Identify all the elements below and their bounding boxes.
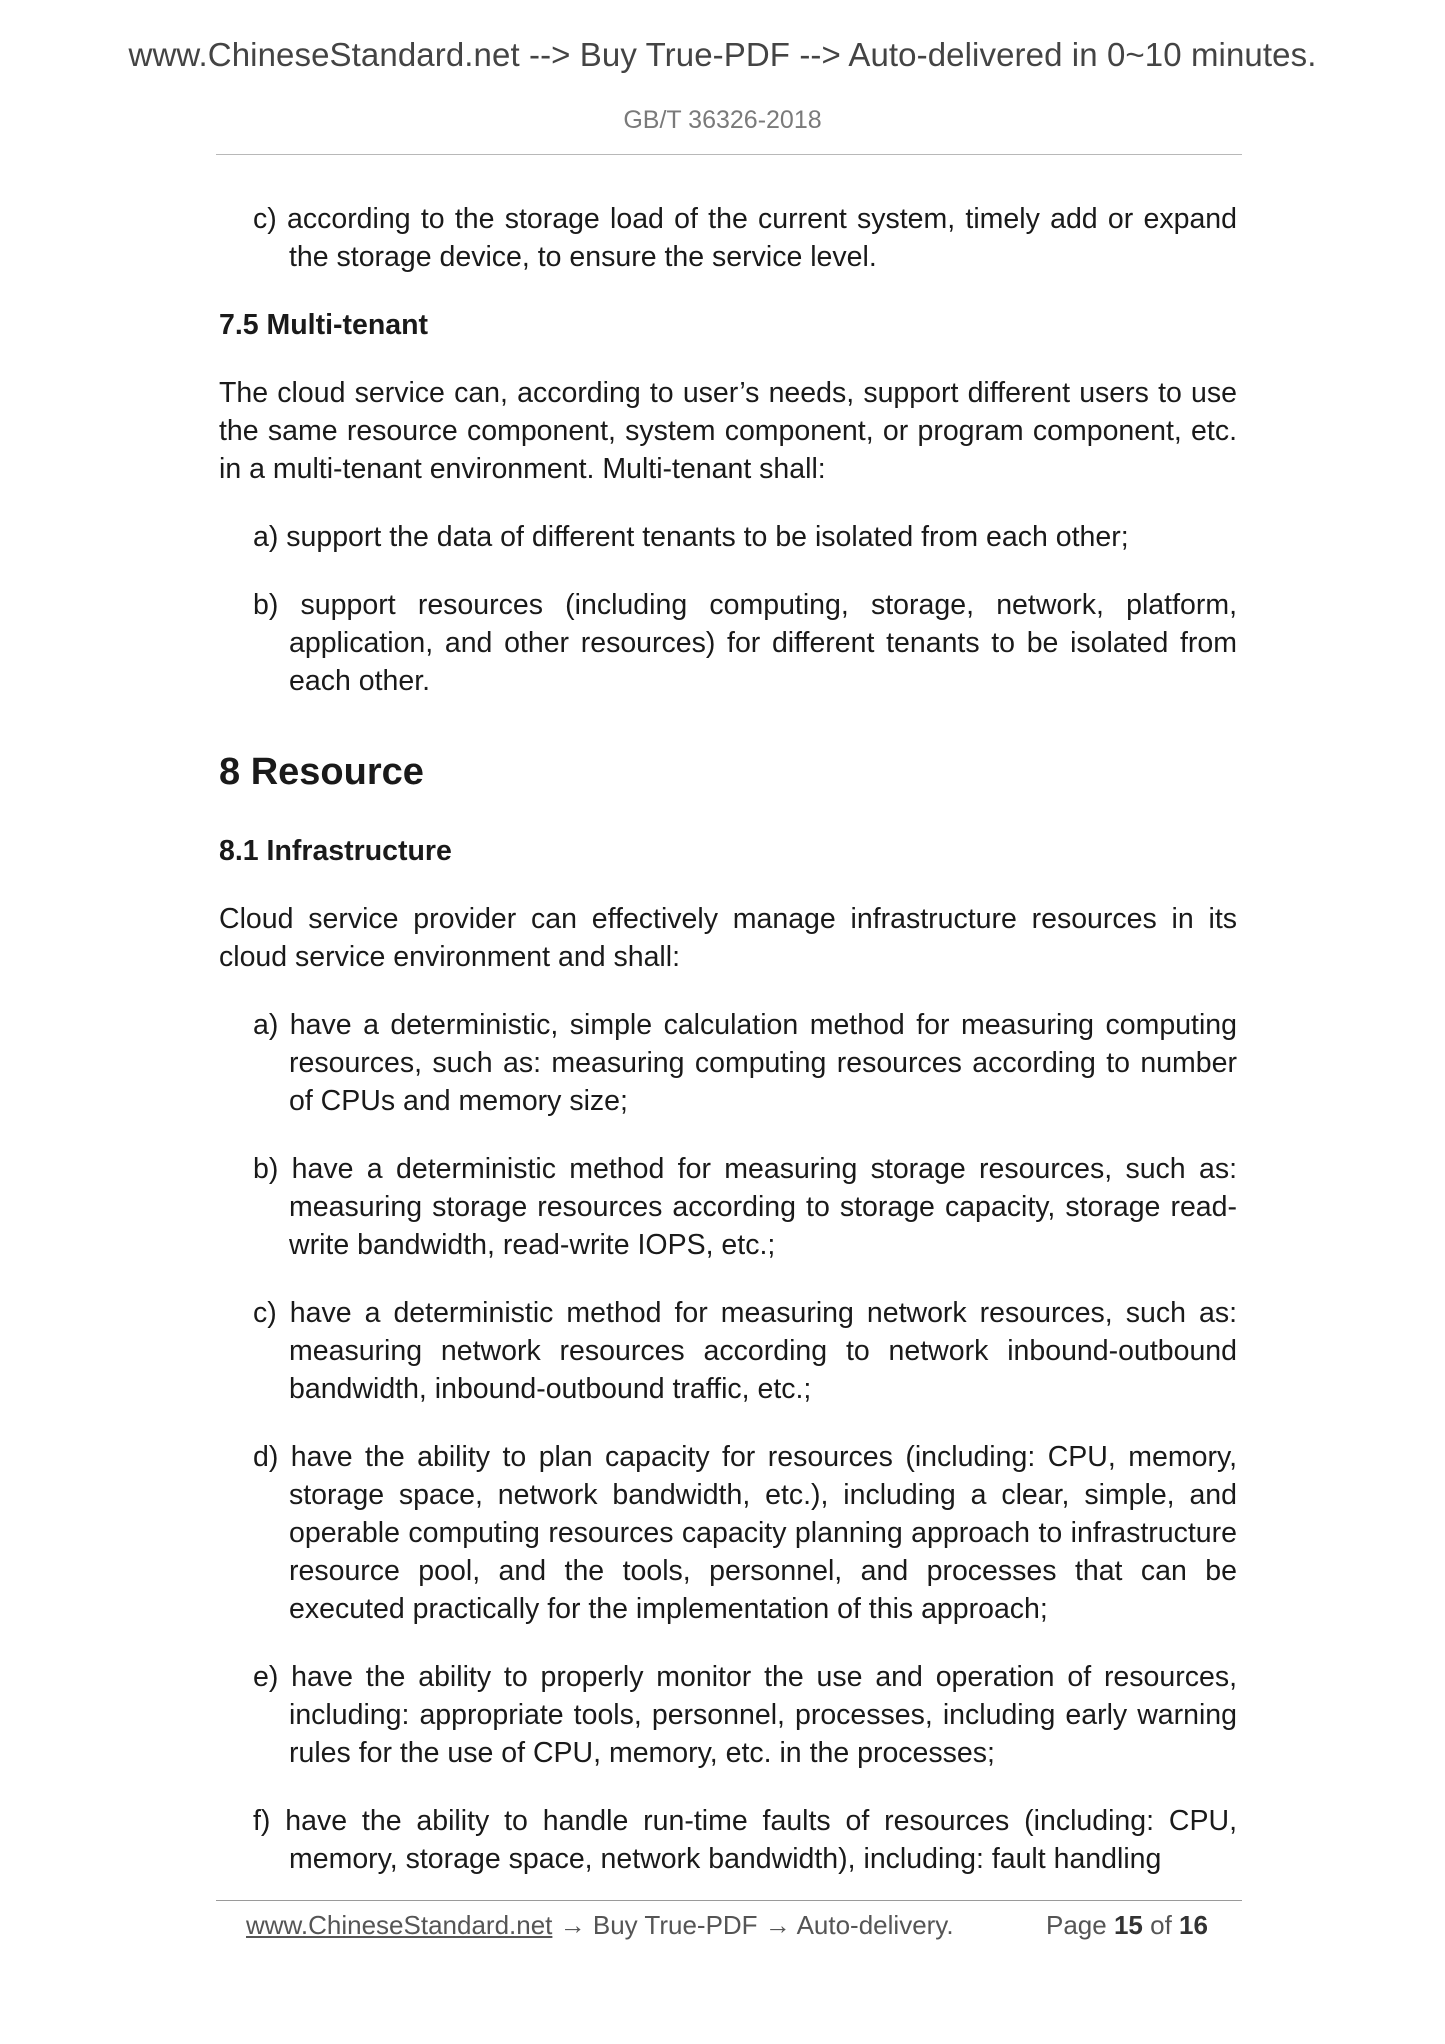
header-divider [216, 154, 1242, 155]
list-item-c-storage: c) according to the storage load of the current system, timely add or expand the storage device, to ensure the service level. [253, 203, 1237, 273]
section-8-heading: 8 Resource [219, 751, 424, 793]
footer-buy-text: → Buy True-PDF → Auto-delivery. [552, 1910, 954, 1940]
footer-divider [216, 1900, 1242, 1901]
page-number [1046, 1910, 1208, 1941]
list-item-a-data-isolation: a) support the data of different tenants to be isolated from each other; [253, 521, 1129, 553]
page-body [219, 200, 1237, 1908]
footer-site-link[interactable]: www.ChineseStandard.net [246, 1910, 553, 1940]
section-8-1-heading: 8.1 Infrastructure [219, 835, 452, 867]
site-banner: www.ChineseStandard.net --> Buy True-PDF --> Auto-delivered in 0~10 minutes. [128, 36, 1317, 73]
list-item-c-network: c) have a deterministic method for measuring network resources, such as: measuring network resources according to network inbound-outbound bandwidth, inbound-outbound traffic, etc.; [253, 1297, 1237, 1405]
section-7-5-heading: 7.5 Multi-tenant [219, 309, 429, 341]
section-7-5-intro: The cloud service can, according to user’s needs, support different users to use the same resource component, system component, or program component, etc. in a multi-tenant environment. Multi-tenant shall: [219, 377, 1237, 485]
total-pages: 16 [1179, 1910, 1208, 1940]
list-item-d-capacity: d) have the ability to plan capacity for resources (including: CPU, memory, storage space, network bandwidth, etc.), including a clear, simple, and operable computing resources capacity planning approach to infrastructure resource pool, and the tools, personnel, and processes that can be executed practically for the implementation of this approach; [253, 1441, 1237, 1625]
list-item-b-storage: b) have a deterministic method for measuring storage resources, such as: measuring storage resources according to storage capacity, storage read-write bandwidth, read-write IOPS, etc.; [253, 1153, 1237, 1261]
list-item-a-computing: a) have a deterministic, simple calculation method for measuring computing resources, such as: measuring computing resources according to number of CPUs and memory size; [253, 1009, 1237, 1117]
list-item-f-faults: f) have the ability to handle run-time faults of resources (including: CPU, memory, storage space, network bandwidth), including: fault handling [253, 1805, 1237, 1875]
of-label: of [1150, 1910, 1172, 1940]
footer-left [246, 1910, 954, 1941]
current-page: 15 [1113, 1910, 1143, 1940]
page-label: Page [1046, 1910, 1107, 1940]
section-8-1-intro: Cloud service provider can effectively manage infrastructure resources in its cloud service environment and shall: [219, 903, 1237, 973]
list-item-b-resource-isolation: b) support resources (including computing, storage, network, platform, application, and other resources) for different tenants to be isolated from each other. [253, 589, 1237, 697]
document-id: GB/T 36326-2018 [623, 106, 822, 134]
list-item-e-monitoring: e) have the ability to properly monitor the use and operation of resources, including: appropriate tools, personnel, processes, including early warning rules for the use of CPU, memory, etc. in the processes; [253, 1661, 1237, 1769]
